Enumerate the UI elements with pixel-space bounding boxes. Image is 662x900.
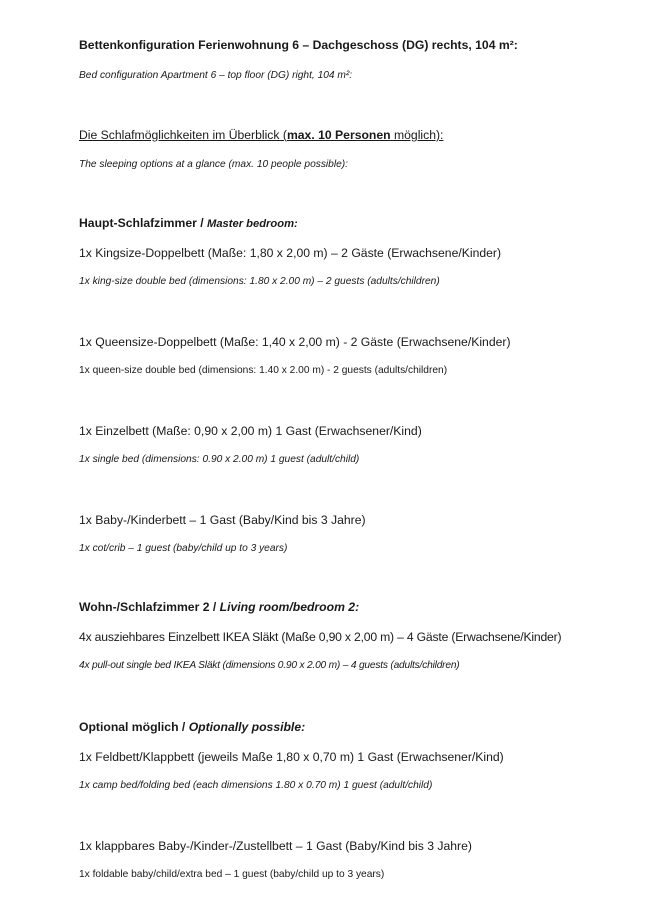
master-bed-1-de: 1x Kingsize-Doppelbett (Maße: 1,80 x 2,00 m) – 2 Gäste (Erwachsene/Kinder) (79, 246, 502, 260)
document-title-translation: Bed configuration Apartment 6 – top floor (DG) right, 104 m²: (79, 70, 353, 81)
master-bedroom-heading (79, 216, 298, 230)
living-bed-1-de: 4x ausziehbares Einzelbett IKEA Släkt (Maße 0,90 x 2,00 m) – 4 Gäste (Erwachsene/Kinder) (79, 630, 562, 644)
optional-heading (79, 720, 305, 734)
optional-bed-2-en: 1x foldable baby/child/extra bed – 1 guest (baby/child up to 3 years) (79, 869, 385, 880)
master-bed-3-en: 1x single bed (dimensions: 0.90 x 2.00 m) 1 guest (adult/child) (79, 454, 360, 465)
optional-bed-1-en: 1x camp bed/folding bed (each dimensions 1.80 x 0.70 m) 1 guest (adult/child) (79, 780, 433, 791)
living-bed-1-en: 4x pull-out single bed IKEA Släkt (dimensions 0.90 x 2.00 m) – 4 guests (adults/children) (79, 660, 460, 671)
optional-heading-en: Optionally possible: (188, 720, 306, 734)
master-bedroom-heading-de: Haupt-Schlafzimmer / (79, 216, 207, 230)
overview-heading-max: max. 10 Personen (286, 128, 391, 142)
document-title: Bettenkonfiguration Ferienwohnung 6 – Dachgeschoss (DG) rechts, 104 m²: (79, 38, 518, 52)
master-bed-2-en: 1x queen-size double bed (dimensions: 1.40 x 2.00 m) - 2 guests (adults/children) (79, 365, 448, 376)
living-room-heading-de: Wohn-/Schlafzimmer 2 / (79, 600, 220, 614)
master-bedroom-heading-en: Master bedroom: (207, 218, 298, 230)
overview-heading (79, 128, 443, 142)
master-bed-1-en: 1x king-size double bed (dimensions: 1.80 x 2.00 m) – 2 guests (adults/children) (79, 276, 440, 287)
master-bed-4-de: 1x Baby-/Kinderbett – 1 Gast (Baby/Kind bis 3 Jahre) (79, 513, 366, 527)
overview-heading-suffix: möglich): (390, 128, 444, 142)
master-bed-4-en: 1x cot/crib – 1 guest (baby/child up to 3 years) (79, 543, 288, 554)
overview-translation: The sleeping options at a glance (max. 10 people possible): (79, 159, 349, 170)
optional-heading-de: Optional möglich / (79, 720, 189, 734)
master-bed-3-de: 1x Einzelbett (Maße: 0,90 x 2,00 m) 1 Gast (Erwachsener/Kind) (79, 424, 422, 438)
living-room-heading (79, 600, 359, 614)
optional-bed-1-de: 1x Feldbett/Klappbett (jeweils Maße 1,80 x 0,70 m) 1 Gast (Erwachsener/Kind) (79, 750, 504, 764)
optional-bed-2-de: 1x klappbares Baby-/Kinder-/Zustellbett – 1 Gast (Baby/Kind bis 3 Jahre) (79, 839, 472, 853)
overview-heading-prefix: Die Schlafmöglichkeiten im Überblick ( (79, 128, 287, 142)
master-bed-2-de: 1x Queensize-Doppelbett (Maße: 1,40 x 2,00 m) - 2 Gäste (Erwachsene/Kinder) (79, 335, 511, 349)
living-room-heading-en: Living room/bedroom 2: (219, 600, 360, 614)
